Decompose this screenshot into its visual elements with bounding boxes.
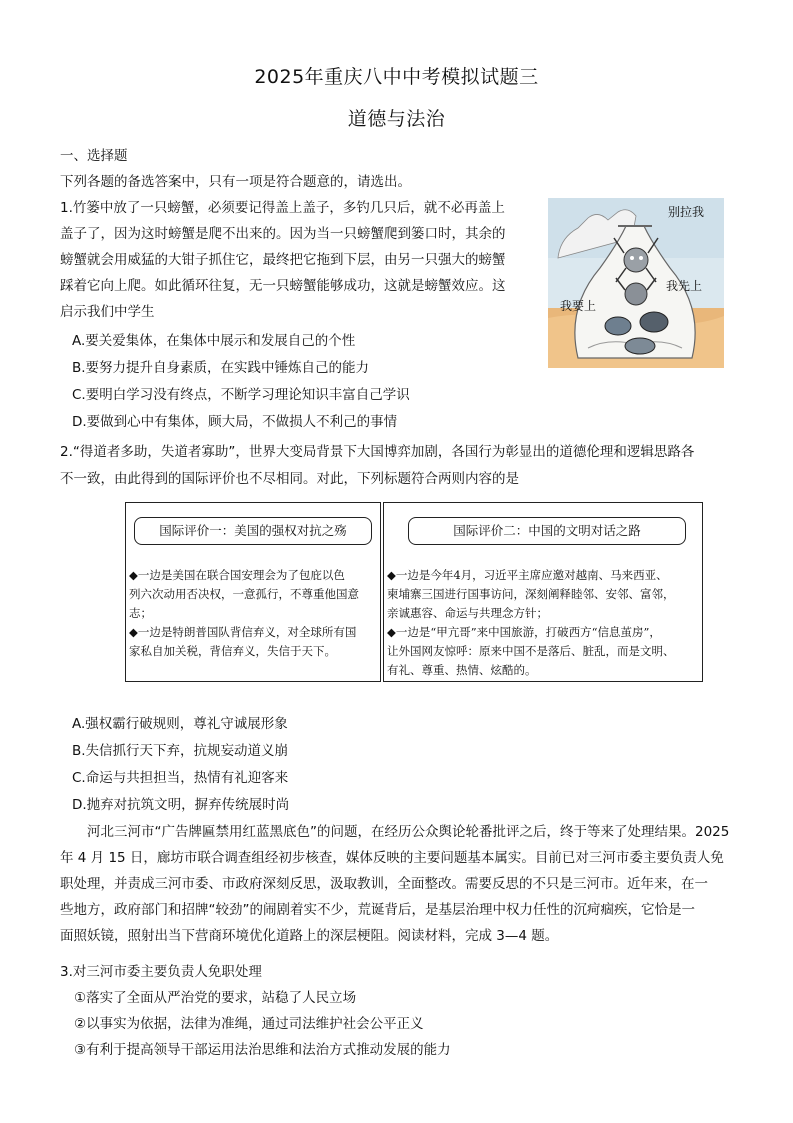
exam-subject: 道德与法治 [347, 108, 446, 130]
q2-options [72, 714, 289, 822]
cartoon-label-i-want-up: 我要上 [560, 299, 597, 313]
q1-line: 盖子了，因为这时螃蟹是爬不出来的。因为当一只螃蟹爬到篓口时，其余的 [60, 226, 506, 242]
q1-options [72, 331, 410, 439]
q1-option-c: C.要明白学习没有终点，不断学习理论知识丰富自己学识 [72, 387, 410, 403]
reading-material [60, 822, 740, 952]
q1-option-d: D.要做到心中有集体，顾大局，不做损人不利己的事情 [72, 414, 398, 430]
material-line: 年 4 月 15 日，廊坊市联合调查组经初步核查，媒体反映的主要问题基本属实。目前已对三河市委主要负责人免 [60, 850, 724, 866]
section-heading: 一、选择题 [60, 148, 128, 164]
cartoon-label-me-first: 我先上 [666, 279, 703, 293]
q3-item: ③有利于提高领导干部运用法治思维和法治方式推动发展的能力 [74, 1042, 451, 1058]
q1-line: 1.竹篓中放了一只螃蟹，必须要记得盖上盖子，多钓几只后，就不必再盖上 [60, 200, 505, 216]
section-instruction: 下列各题的备选答案中，只有一项是符合题意的，请选出。 [60, 174, 411, 190]
evaluation-line: ◆一边是美国在联合国安理会为了包庇以色 [129, 568, 345, 582]
evaluation-line: 柬埔寨三国进行国事访问，深刻阐释睦邻、安邻、富邻， [387, 587, 675, 601]
exam-title: 2025年重庆八中中考模拟试题三 [254, 66, 539, 88]
evaluation-line: 列六次动用否决权，一意孤行，不尊重他国意 [129, 587, 359, 601]
evaluation-line: 亲诚惠容、命运与共理念方针； [387, 606, 548, 620]
evaluation-line: 有礼、尊重、热情、炫酷的。 [387, 663, 537, 677]
evaluation-line: 志； [129, 606, 152, 620]
q1-line: 踩着它向上爬。如此循环往复，无一只螃蟹能够成功，这就是螃蟹效应。这 [60, 278, 506, 294]
evaluation-line: 家私自加关税，背信弃义，失信于天下。 [129, 644, 336, 658]
q3-item: ②以事实为依据，法律为准绳，通过司法维护社会公平正义 [74, 1016, 424, 1032]
q2-option-a: A.强权霸行破规则，尊礼守诚展形象 [72, 716, 288, 732]
q1-line: 启示我们中学生 [60, 304, 155, 320]
q2-line: 2.“得道者多助，失道者寡助”，世界大变局背景下大国博弈加剧，各国行为彰显出的道德伦理和逻辑思路各 [60, 444, 695, 460]
evaluation-line: ◆一边是“甲亢哥”来中国旅游，打破西方“信息茧房”， [387, 625, 661, 639]
q2-option-c: C.命运与共担担当，热情有礼迎客来 [72, 770, 289, 786]
evaluation-box-us [125, 502, 381, 682]
crab-basket-illustration [548, 198, 724, 368]
evaluation-text-us [129, 566, 359, 661]
q2-line: 不一致，由此得到的国际评价也不尽相同。对此，下列标题符合两则内容的是 [60, 471, 519, 487]
evaluation-title-cn: 国际评价二：中国的文明对话之路 [408, 517, 686, 545]
q3-stem: 3.对三河市委主要负责人免职处理 [60, 964, 262, 980]
q1-option-a: A.要关爱集体，在集体中展示和发展自己的个性 [72, 333, 356, 349]
evaluation-line: 让外国网友惊呼：原来中国不是落后、脏乱，而是文明、 [387, 644, 675, 658]
material-line: 些地方，政府部门和招牌“较劲”的闹剧着实不少，荒诞背后，是基层治理中权力任性的沉疴痼疾，它恰是一 [60, 902, 695, 918]
q2-option-d: D.抛弃对抗筑文明，摒弃传统展时尚 [72, 797, 290, 813]
evaluation-title-us: 国际评价一：美国的强权对抗之殇 [134, 517, 372, 545]
q2-option-b: B.失信抓行天下弃，抗规妄动道义崩 [72, 743, 289, 759]
q1-line: 螃蟹就会用威猛的大钳子抓住它，最终把它拖到下层，由另一只强大的螃蟹 [60, 252, 506, 268]
material-line: 面照妖镜，照射出当下营商环境优化道路上的深层梗阻。阅读材料，完成 3—4 题。 [60, 928, 559, 944]
question-2 [60, 442, 694, 496]
evaluation-line: ◆一边是特朗普国队背信弃义，对全球所有国 [129, 625, 357, 639]
question-1 [60, 198, 506, 328]
evaluation-text-cn [387, 566, 675, 680]
q3-item: ①落实了全面从严治党的要求，站稳了人民立场 [74, 990, 357, 1006]
q3-items [74, 988, 451, 1066]
material-line: 职处理，并责成三河市委、市政府深刻反思，汲取教训，全面整改。需要反思的不只是三河市。近年来，在一 [60, 876, 708, 892]
material-line: 河北三河市“广告牌匾禁用红蓝黑底色”的问题，在经历公众舆论轮番批评之后，终于等来了处理结果。2025 [87, 824, 730, 840]
q1-option-b: B.要努力提升自身素质，在实践中锤炼自己的能力 [72, 360, 370, 376]
crab-cartoon [548, 198, 724, 368]
evaluation-line: ◆一边是今年4月，习近平主席应邀对越南、马来西亚、 [387, 568, 668, 582]
evaluation-box-cn [383, 502, 703, 682]
cartoon-label-dont-pull: 别拉我 [668, 205, 705, 219]
